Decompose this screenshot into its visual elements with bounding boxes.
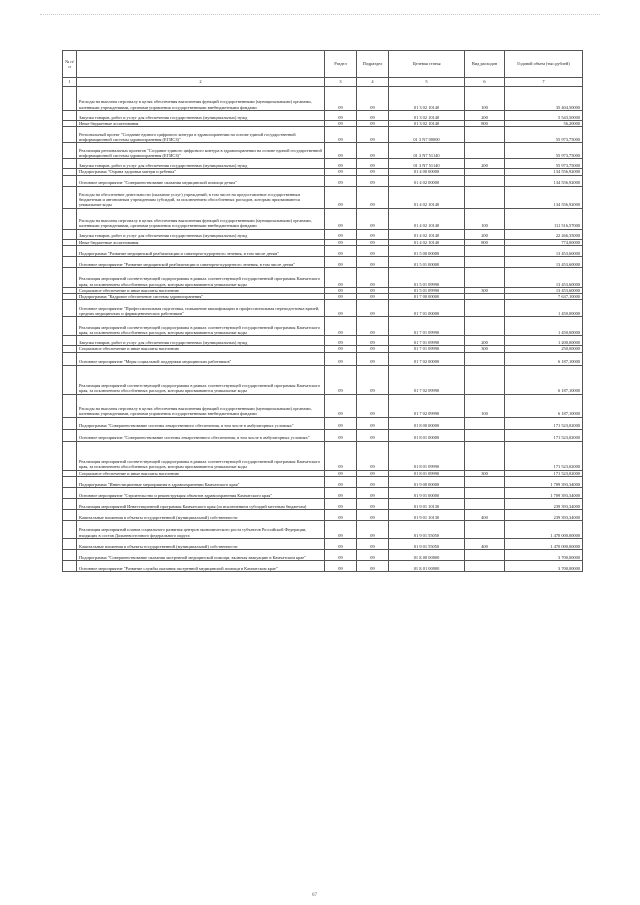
table-row <box>63 127 583 143</box>
row-csr: 01 Б 00 00000 <box>389 549 465 560</box>
row-razdel: 09 <box>325 498 357 509</box>
col-number: 1 <box>63 78 77 87</box>
row-num <box>63 429 77 441</box>
row-name: Иные бюджетные ассигнования <box>77 121 325 127</box>
row-podrazdel: 09 <box>357 111 389 121</box>
row-sum: 5 543,50000 <box>505 111 583 121</box>
row-csr: 01 9 01 55050 <box>389 520 465 538</box>
row-name: Региональный проект "Создание единого цифрового контура в здравоохранении на основе единой государственной информационной системы здравоохранения (ЕГИСЗ)" <box>77 127 325 143</box>
row-razdel: 09 <box>325 520 357 538</box>
row-name: Основное мероприятие "Профессиональная подготовка, повышение квалификации и профессиональная переподготовка врачей, средних медицинских и фармацевтических работников" <box>77 300 325 317</box>
table-row <box>63 429 583 441</box>
row-vr <box>465 245 505 256</box>
row-razdel: 09 <box>325 560 357 571</box>
row-podrazdel: 09 <box>357 169 389 175</box>
row-razdel: 09 <box>325 470 357 476</box>
row-vr: 200 <box>465 229 505 239</box>
row-csr: 01 4 02 10140 <box>389 186 465 208</box>
row-razdel: 09 <box>325 208 357 229</box>
row-podrazdel: 09 <box>357 429 389 441</box>
row-num <box>63 300 77 317</box>
row-name: Иные бюджетные ассигнования <box>77 239 325 245</box>
row-csr: 01 9 01 10130 <box>389 498 465 509</box>
row-sum: 250,00000 <box>505 346 583 352</box>
row-podrazdel: 09 <box>357 470 389 476</box>
budget-table <box>62 50 583 572</box>
row-vr <box>465 520 505 538</box>
row-sum: 171 523,02000 <box>505 429 583 441</box>
row-sum: 22 266,35000 <box>505 229 583 239</box>
row-razdel: 09 <box>325 111 357 121</box>
row-vr: 300 <box>465 470 505 476</box>
row-name: Расходы на обеспечение деятельности (оказание услуг) учреждений, в том числе на предоставление государственным бюджетным и автономным учреждениям субсидий, за исключением обособленных расходов, которым присваиваются уникальные коды <box>77 186 325 208</box>
column-numbering-row <box>63 78 583 87</box>
row-name: Закупка товаров, работ и услуг для обеспечения государственных (муниципальных) нужд <box>77 159 325 169</box>
row-vr <box>465 429 505 441</box>
row-podrazdel: 09 <box>357 365 389 394</box>
row-name: Реализация мероприятий соответствующей подпрограммы в рамках соответствующей государственной программы Камчатского края, за исключением обособленных расходов, которым присваиваются уникальные коды <box>77 441 325 470</box>
row-csr: 01 3 N7 51140 <box>389 159 465 169</box>
row-razdel: 09 <box>325 487 357 498</box>
table-row <box>63 267 583 287</box>
row-csr: 01 7 00 00000 <box>389 294 465 300</box>
row-name: Реализация мероприятий соответствующей подпрограммы в рамках соответствующей государственной программы Камчатского края, за исключением обособленных расходов, которым присваиваются уникальные коды <box>77 365 325 394</box>
row-name: Реализация мероприятий планов социального развития центров экономического роста субъектов Российской Федерации, входящих в состав Дальневосточного федерального округа <box>77 520 325 538</box>
row-num <box>63 487 77 498</box>
row-sum: 1 470 000,00000 <box>505 538 583 549</box>
table-row <box>63 111 583 121</box>
row-sum: 1 709 393,34000 <box>505 487 583 498</box>
row-name: Подпрограмма "Инвестиционные мероприятия в здравоохранении Камчатского края" <box>77 476 325 487</box>
row-razdel: 09 <box>325 294 357 300</box>
row-podrazdel: 09 <box>357 127 389 143</box>
table-row <box>63 417 583 429</box>
table-row <box>63 186 583 208</box>
row-podrazdel: 09 <box>357 287 389 293</box>
row-sum: 171 523,02000 <box>505 417 583 429</box>
row-razdel: 09 <box>325 239 357 245</box>
row-csr: 01 3 02 10140 <box>389 111 465 121</box>
table-row <box>63 159 583 169</box>
row-csr: 01 5 01 09990 <box>389 267 465 287</box>
row-razdel: 09 <box>325 256 357 267</box>
row-num <box>63 509 77 520</box>
row-sum: 3 700,00000 <box>505 560 583 571</box>
table-row <box>63 509 583 520</box>
row-vr <box>465 186 505 208</box>
row-num <box>63 560 77 571</box>
row-sum: 171 523,02000 <box>505 470 583 476</box>
row-name: Основное мероприятие "Совершенствование оказания медицинской помощи детям" <box>77 175 325 186</box>
row-num <box>63 175 77 186</box>
header-sum: Годовой объем (тыс.рублей) <box>505 51 583 78</box>
row-csr: 01 8 01 00000 <box>389 429 465 441</box>
row-podrazdel: 09 <box>357 245 389 256</box>
row-vr: 100 <box>465 208 505 229</box>
table-header-row <box>63 51 583 78</box>
row-csr: 01 4 02 10140 <box>389 239 465 245</box>
row-podrazdel: 09 <box>357 538 389 549</box>
row-vr: 100 <box>465 394 505 417</box>
row-razdel: 09 <box>325 441 357 470</box>
row-vr: 300 <box>465 346 505 352</box>
row-podrazdel: 09 <box>357 476 389 487</box>
table-row <box>63 520 583 538</box>
row-podrazdel: 09 <box>357 143 389 159</box>
row-name: Социальное обеспечение и иные выплаты населению <box>77 346 325 352</box>
row-csr: 01 9 01 00000 <box>389 487 465 498</box>
row-razdel: 09 <box>325 267 357 287</box>
row-vr <box>465 127 505 143</box>
row-sum: 134 556,92000 <box>505 175 583 186</box>
row-sum: 13 453,60000 <box>505 267 583 287</box>
row-vr: 100 <box>465 87 505 111</box>
header-num: № п/п <box>63 51 77 78</box>
table-body <box>63 87 583 572</box>
row-num <box>63 186 77 208</box>
row-name: Реализация мероприятий соответствующей подпрограммы в рамках соответствующей государственной программы Камчатского края, за исключением обособленных расходов, которым присваиваются уникальные коды <box>77 267 325 287</box>
row-sum: 1 709 393,34000 <box>505 476 583 487</box>
row-vr <box>465 441 505 470</box>
row-num <box>63 441 77 470</box>
col-number: 2 <box>77 78 325 87</box>
row-podrazdel: 09 <box>357 294 389 300</box>
row-sum: 13 453,60000 <box>505 256 583 267</box>
header-name <box>77 51 325 78</box>
row-vr <box>465 175 505 186</box>
row-name: Подпрограмма "Совершенствование системы лекарственного обеспечения, в том числе в амбулаторных условиях" <box>77 417 325 429</box>
row-name: Реализация мероприятий Инвестиционной программы Камчатского края (за исключением субсидий местным бюджетам) <box>77 498 325 509</box>
row-vr <box>465 549 505 560</box>
row-num <box>63 498 77 509</box>
row-razdel: 09 <box>325 549 357 560</box>
row-vr <box>465 365 505 394</box>
row-name: Закупка товаров, работ и услуг для обеспечения государственных (муниципальных) нужд <box>77 336 325 346</box>
row-razdel: 09 <box>325 352 357 365</box>
row-csr: 01 4 02 10140 <box>389 229 465 239</box>
row-name: Реализация мероприятий соответствующей подпрограммы в рамках соответствующей государственной программы Камчатского края, за исключением обособленных расходов, которым присваиваются уникальные коды <box>77 317 325 336</box>
row-num <box>63 365 77 394</box>
row-csr: 01 8 01 09990 <box>389 441 465 470</box>
row-podrazdel: 09 <box>357 186 389 208</box>
row-num <box>63 143 77 159</box>
row-sum: 1 200,00000 <box>505 336 583 346</box>
row-num <box>63 267 77 287</box>
row-razdel: 09 <box>325 175 357 186</box>
row-sum: 134 556,92000 <box>505 169 583 175</box>
row-razdel: 09 <box>325 509 357 520</box>
table-row <box>63 498 583 509</box>
row-sum: 35 404,50000 <box>505 87 583 111</box>
row-csr: 01 5 00 00000 <box>389 245 465 256</box>
row-vr: 300 <box>465 287 505 293</box>
row-podrazdel: 09 <box>357 87 389 111</box>
row-vr: 200 <box>465 336 505 346</box>
row-sum: 111 516,57000 <box>505 208 583 229</box>
row-csr: 01 3 N7 00000 <box>389 127 465 143</box>
row-csr: 01 7 01 09990 <box>389 317 465 336</box>
row-vr <box>465 300 505 317</box>
row-csr: 01 9 01 55050 <box>389 538 465 549</box>
row-sum: 239 393,34000 <box>505 509 583 520</box>
row-name: Закупка товаров, работ и услуг для обеспечения государственных (муниципальных) нужд <box>77 229 325 239</box>
row-name: Основное мероприятие "Совершенствование системы лекарственного обеспечения, в том числе в амбулаторных условиях" <box>77 429 325 441</box>
row-sum: 6 187,10000 <box>505 352 583 365</box>
row-csr: 01 7 02 09990 <box>389 365 465 394</box>
row-num <box>63 317 77 336</box>
row-name: Основное мероприятие "Развитие службы оказания экстренной медицинской помощи в Камчатском крае" <box>77 560 325 571</box>
col-number: 7 <box>505 78 583 87</box>
table-row <box>63 560 583 571</box>
row-sum: 55 973,75000 <box>505 127 583 143</box>
row-csr: 01 7 01 09990 <box>389 346 465 352</box>
row-name: Реализация региональных проектов "Создание единого цифрового контура в здравоохранении на основе единой государственной информационной системы здравоохранения (ЕГИСЗ)" <box>77 143 325 159</box>
row-num <box>63 394 77 417</box>
row-sum: 134 556,92000 <box>505 186 583 208</box>
table-row <box>63 300 583 317</box>
row-vr <box>465 256 505 267</box>
row-razdel: 09 <box>325 300 357 317</box>
row-podrazdel: 09 <box>357 256 389 267</box>
row-num <box>63 87 77 111</box>
row-csr: 01 7 02 09990 <box>389 394 465 417</box>
row-name: Капитальные вложения в объекты государственной (муниципальной) собственности <box>77 538 325 549</box>
row-csr: 01 7 01 00000 <box>389 300 465 317</box>
row-podrazdel: 09 <box>357 487 389 498</box>
row-num <box>63 111 77 121</box>
row-num <box>63 520 77 538</box>
table-row <box>63 352 583 365</box>
row-vr <box>465 143 505 159</box>
table-row <box>63 549 583 560</box>
row-sum: 55 973,75000 <box>505 159 583 169</box>
row-podrazdel: 09 <box>357 317 389 336</box>
row-vr <box>465 317 505 336</box>
row-sum: 55 973,75000 <box>505 143 583 159</box>
col-number: 5 <box>389 78 465 87</box>
header-razdel: Раздел <box>325 51 357 78</box>
row-csr: 01 9 00 00000 <box>389 476 465 487</box>
table-row <box>63 317 583 336</box>
row-razdel: 09 <box>325 245 357 256</box>
row-num <box>63 476 77 487</box>
row-razdel: 09 <box>325 159 357 169</box>
row-name: Расходы на выплаты персоналу в целях обеспечения выполнения функций государственными (муниципальными) органами, казенными учреждениями, органами управления государственными внебюджетными фондами <box>77 87 325 111</box>
col-number: 6 <box>465 78 505 87</box>
row-num <box>63 159 77 169</box>
row-csr: 01 9 01 10130 <box>389 509 465 520</box>
row-vr: 200 <box>465 159 505 169</box>
row-csr: 01 8 00 00000 <box>389 417 465 429</box>
row-name: Социальное обеспечение и иные выплаты населению <box>77 470 325 476</box>
table-row <box>63 394 583 417</box>
row-vr <box>465 352 505 365</box>
row-num <box>63 336 77 346</box>
row-vr <box>465 560 505 571</box>
row-name: Подпрограмма "Охрана здоровья матери и ребенка" <box>77 169 325 175</box>
row-vr: 200 <box>465 111 505 121</box>
row-podrazdel: 09 <box>357 159 389 169</box>
row-sum: 3 700,00000 <box>505 549 583 560</box>
table-row <box>63 487 583 498</box>
row-name: Подпрограмма "Развитие медицинской реабилитации и санаторно-курортного лечения, в том числе детям" <box>77 245 325 256</box>
page-number: 67 <box>312 893 317 898</box>
table-row <box>63 441 583 470</box>
row-num <box>63 256 77 267</box>
top-dotted-line <box>40 14 600 16</box>
header-vr: Вид расходов <box>465 51 505 78</box>
row-num <box>63 245 77 256</box>
row-sum: 1 450,00000 <box>505 317 583 336</box>
row-num <box>63 208 77 229</box>
row-podrazdel: 09 <box>357 498 389 509</box>
row-name: Подпрограмма "Совершенствование оказания экстренной медицинской помощи, включая эвакуацию в Камчатском крае" <box>77 549 325 560</box>
row-sum: 774,00000 <box>505 239 583 245</box>
row-csr: 01 5 01 09990 <box>389 287 465 293</box>
row-name: Расходы на выплаты персоналу в целях обеспечения выполнения функций государственными (муниципальными) органами, казенными учреждениями, органами управления государственными внебюджетными фондами <box>77 394 325 417</box>
row-podrazdel: 09 <box>357 300 389 317</box>
table-row <box>63 208 583 229</box>
row-podrazdel: 09 <box>357 560 389 571</box>
row-csr: 01 8 01 09990 <box>389 470 465 476</box>
row-sum: 13 453,60000 <box>505 245 583 256</box>
row-name: Основное мероприятие "Строительство и реконструкция объектов здравоохранения Камчатского края" <box>77 487 325 498</box>
row-podrazdel: 09 <box>357 239 389 245</box>
row-vr <box>465 417 505 429</box>
row-num <box>63 127 77 143</box>
row-name: Подпрограмма "Кадровое обеспечение системы здравоохранения" <box>77 294 325 300</box>
table-row <box>63 476 583 487</box>
row-razdel: 09 <box>325 87 357 111</box>
table-row <box>63 245 583 256</box>
row-podrazdel: 09 <box>357 352 389 365</box>
row-sum: 6 187,10000 <box>505 365 583 394</box>
row-name: Расходы на выплаты персоналу в целях обеспечения выполнения функций государственными (муниципальными) органами, казенными учреждениями, органами управления государственными внебюджетными фондами <box>77 208 325 229</box>
row-vr: 400 <box>465 509 505 520</box>
table-row <box>63 336 583 346</box>
row-csr: 01 3 02 10140 <box>389 87 465 111</box>
row-sum: 171 523,02000 <box>505 441 583 470</box>
row-podrazdel: 09 <box>357 175 389 186</box>
row-razdel: 09 <box>325 336 357 346</box>
row-sum: 6 187,10000 <box>505 394 583 417</box>
row-podrazdel: 09 <box>357 267 389 287</box>
row-vr <box>465 487 505 498</box>
row-podrazdel: 09 <box>357 441 389 470</box>
row-sum: 13 453,60000 <box>505 287 583 293</box>
row-num <box>63 352 77 365</box>
row-podrazdel: 09 <box>357 346 389 352</box>
row-csr: 01 4 02 00000 <box>389 175 465 186</box>
table-row <box>63 175 583 186</box>
table-row <box>63 229 583 239</box>
table-row <box>63 538 583 549</box>
row-name: Закупка товаров, работ и услуг для обеспечения государственных (муниципальных) нужд <box>77 111 325 121</box>
row-podrazdel: 09 <box>357 509 389 520</box>
row-razdel: 09 <box>325 186 357 208</box>
row-vr: 800 <box>465 239 505 245</box>
row-name: Основное мероприятие "Меры социальной поддержки медицинских работников" <box>77 352 325 365</box>
row-razdel: 09 <box>325 317 357 336</box>
row-podrazdel: 09 <box>357 549 389 560</box>
row-razdel: 09 <box>325 365 357 394</box>
row-csr: 01 7 01 09990 <box>389 336 465 346</box>
row-name: Капитальные вложения в объекты государственной (муниципальной) собственности <box>77 509 325 520</box>
header-csr: Целевая статья <box>389 51 465 78</box>
row-vr: 400 <box>465 538 505 549</box>
row-csr: 01 5 01 00000 <box>389 256 465 267</box>
row-razdel: 09 <box>325 143 357 159</box>
row-vr <box>465 476 505 487</box>
row-razdel: 09 <box>325 417 357 429</box>
row-vr <box>465 267 505 287</box>
table-row <box>63 365 583 394</box>
row-vr <box>465 498 505 509</box>
row-razdel: 09 <box>325 394 357 417</box>
row-sum: 239 393,34000 <box>505 498 583 509</box>
row-podrazdel: 09 <box>357 336 389 346</box>
row-podrazdel: 09 <box>357 394 389 417</box>
row-num <box>63 549 77 560</box>
row-name: Основное мероприятие "Развитие медицинской реабилитации и санаторно-курортного лечения, в том числе детям" <box>77 256 325 267</box>
row-sum: 1 450,00000 <box>505 300 583 317</box>
row-csr: 01 3 N7 51140 <box>389 143 465 159</box>
row-num <box>63 229 77 239</box>
row-podrazdel: 09 <box>357 520 389 538</box>
col-number: 4 <box>357 78 389 87</box>
row-razdel: 09 <box>325 538 357 549</box>
row-sum: 7 637,10000 <box>505 294 583 300</box>
row-num <box>63 538 77 549</box>
row-razdel: 09 <box>325 346 357 352</box>
row-razdel: 09 <box>325 169 357 175</box>
row-razdel: 09 <box>325 229 357 239</box>
row-razdel: 09 <box>325 121 357 127</box>
row-csr: 01 3 02 10140 <box>389 121 465 127</box>
row-podrazdel: 09 <box>357 417 389 429</box>
row-razdel: 09 <box>325 476 357 487</box>
table-row <box>63 143 583 159</box>
table-row <box>63 256 583 267</box>
row-razdel: 09 <box>325 287 357 293</box>
row-vr: 800 <box>465 121 505 127</box>
row-csr: 01 4 02 10140 <box>389 208 465 229</box>
row-sum: 56,20000 <box>505 121 583 127</box>
row-csr: 01 4 00 00000 <box>389 169 465 175</box>
row-podrazdel: 09 <box>357 208 389 229</box>
row-csr: 01 7 02 00000 <box>389 352 465 365</box>
row-num <box>63 417 77 429</box>
col-number: 3 <box>325 78 357 87</box>
row-csr: 01 Б 01 00000 <box>389 560 465 571</box>
row-razdel: 09 <box>325 429 357 441</box>
row-podrazdel: 09 <box>357 229 389 239</box>
row-podrazdel: 09 <box>357 121 389 127</box>
row-name: Социальное обеспечение и иные выплаты населению <box>77 287 325 293</box>
row-razdel: 09 <box>325 127 357 143</box>
header-podrazdel: Подраздел <box>357 51 389 78</box>
row-sum: 1 470 000,00000 <box>505 520 583 538</box>
table-row <box>63 87 583 111</box>
